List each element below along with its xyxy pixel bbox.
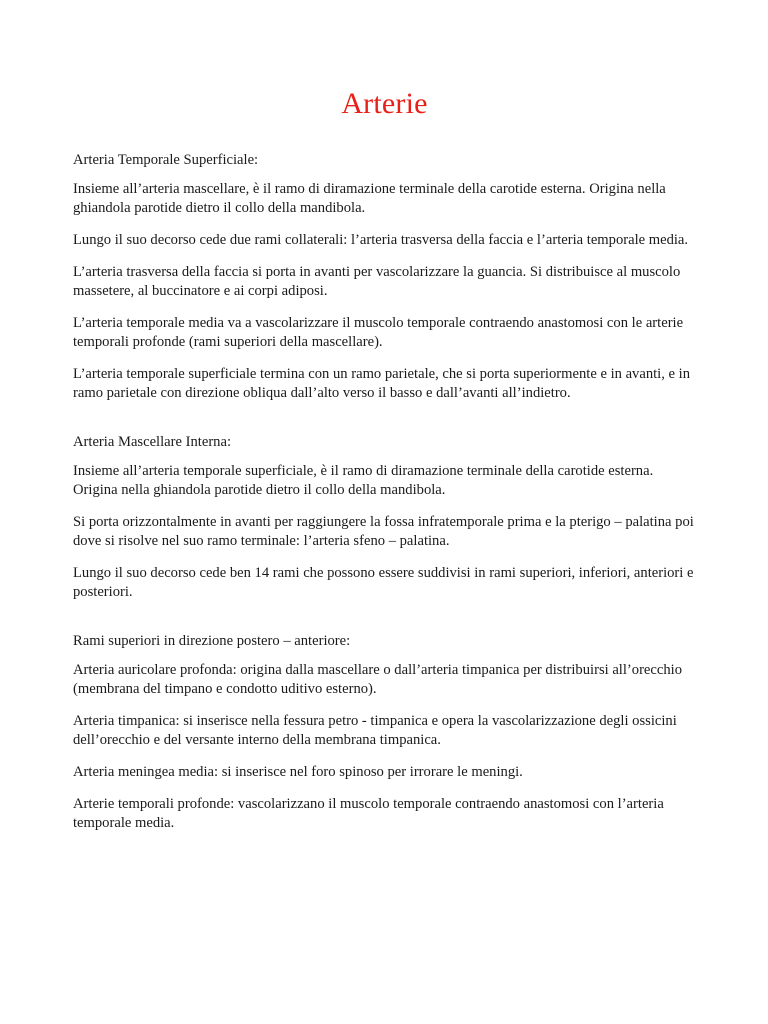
paragraph: Arteria timpanica: si inserisce nella fessura petro - timpanica e opera la vascolarizzazione degli ossicini dell’orecchio e del versante interno della membrana timpanica.: [73, 713, 677, 748]
paragraph: Lungo il suo decorso cede due rami collaterali: l’arteria trasversa della faccia e l’arteria temporale media.: [73, 232, 689, 248]
section-arteria-mascellare-interna: [73, 433, 696, 602]
paragraph: Insieme all’arteria temporale superficiale, è il ramo di diramazione terminale della carotide esterna. Origina nella ghiandola parotide dietro il collo della mandibola.: [73, 463, 654, 498]
paragraph: Arterie temporali profonde: vascolarizzano il muscolo temporale contraendo anastomosi con l’arteria temporale media.: [73, 796, 664, 831]
section-heading: Rami superiori in direzione postero – anteriore:: [73, 633, 351, 649]
paragraph: Arteria meningea media: si inserisce nel foro spinoso per irrorare le meningi.: [73, 764, 523, 780]
paragraph: L’arteria temporale superficiale termina con un ramo parietale, che si porta superiormente e in avanti, e in ramo parietale con direzione obliqua dall’alto verso il basso e dall’avanti all’indietro.: [73, 366, 690, 401]
paragraph: L’arteria temporale media va a vascolarizzare il muscolo temporale contraendo anastomosi con le arterie temporali profonde (rami superiori della mascellare).: [73, 315, 684, 350]
section-rami-superiori: [73, 632, 696, 833]
section-heading: Arteria Mascellare Interna:: [73, 434, 232, 450]
page-title: Arterie: [341, 87, 428, 120]
section-heading: Arteria Temporale Superficiale:: [73, 152, 259, 168]
paragraph: L’arteria trasversa della faccia si porta in avanti per vascolarizzare la guancia. Si distribuisce al muscolo massetere, al buccinatore e ai corpi adiposi.: [73, 264, 681, 299]
paragraph: Lungo il suo decorso cede ben 14 rami che possono essere suddivisi in rami superiori, inferiori, anteriori e posteriori.: [73, 565, 694, 600]
paragraph: Arteria auricolare profonda: origina dalla mascellare o dall’arteria timpanica per distribuirsi all’orecchio (membrana del timpano e condotto uditivo esterno).: [73, 662, 683, 697]
paragraph: Si porta orizzontalmente in avanti per raggiungere la fossa infratemporale prima e la pterigo – palatina poi dove si risolve nel suo ramo terminale: l’arteria sfeno – palatina.: [73, 514, 694, 549]
section-arteria-temporale-superficiale: [73, 151, 696, 403]
paragraph: Insieme all’arteria mascellare, è il ramo di diramazione terminale della carotide esterna. Origina nella ghiandola parotide dietro il collo della mandibola.: [73, 181, 666, 216]
